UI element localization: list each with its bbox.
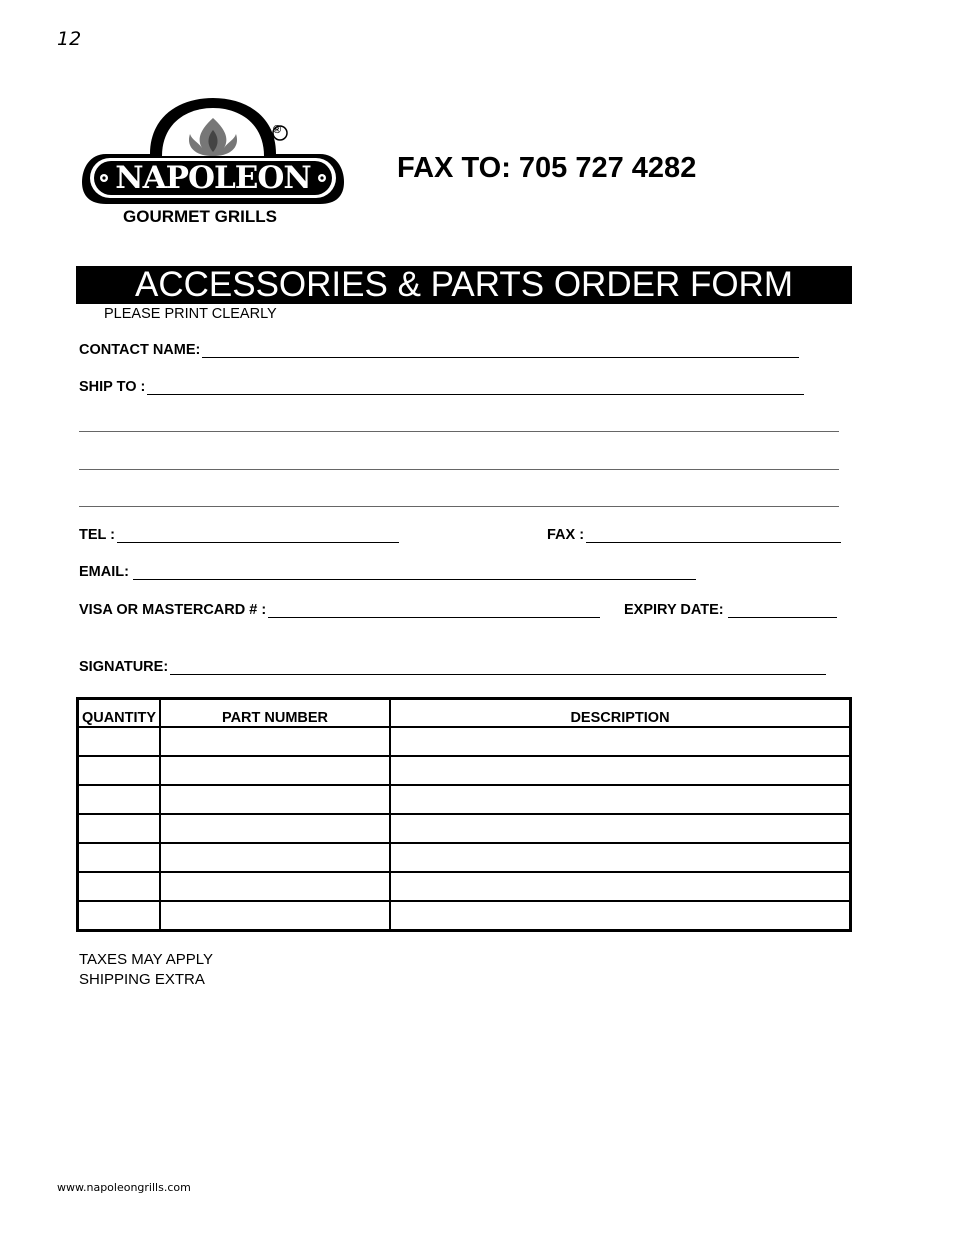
shipping-note: SHIPPING EXTRA [79, 971, 205, 988]
parts-table [76, 697, 852, 932]
description-cell[interactable] [390, 872, 851, 901]
contact-name-input-line[interactable] [202, 343, 799, 358]
table-row [78, 814, 851, 843]
part-number-cell[interactable] [160, 756, 390, 785]
part-number-header: PART NUMBER [160, 699, 390, 728]
description-cell[interactable] [390, 756, 851, 785]
website-footer[interactable]: www.napoleongrills.com [57, 1181, 191, 1194]
quantity-cell[interactable] [78, 872, 161, 901]
signature-label: SIGNATURE: [79, 659, 169, 675]
quantity-cell[interactable] [78, 901, 161, 931]
table-header-row [78, 699, 851, 728]
table-row [78, 901, 851, 931]
page-number: 12 [57, 28, 82, 50]
part-number-cell[interactable] [160, 727, 390, 756]
expiry-date-field[interactable] [624, 602, 837, 618]
part-number-cell[interactable] [160, 901, 390, 931]
description-cell[interactable] [390, 843, 851, 872]
quantity-cell[interactable] [78, 843, 161, 872]
description-cell[interactable] [390, 785, 851, 814]
tel-label: TEL : [79, 527, 115, 543]
ship-to-input-line[interactable] [147, 380, 804, 395]
address-line-2[interactable] [79, 469, 839, 470]
email-field[interactable] [79, 564, 696, 580]
napoleon-logo [80, 96, 346, 230]
table-row [78, 872, 851, 901]
quantity-cell[interactable] [78, 727, 161, 756]
quantity-cell[interactable] [78, 814, 161, 843]
tel-field[interactable] [79, 527, 399, 543]
fax-input-line[interactable] [586, 528, 841, 543]
print-note: PLEASE PRINT CLEARLY [104, 306, 277, 322]
table-row [78, 756, 851, 785]
address-line-1[interactable] [79, 431, 839, 432]
ship-to-label: SHIP TO : [79, 379, 146, 395]
contact-name-field[interactable] [79, 342, 799, 358]
address-line-3[interactable] [79, 506, 839, 507]
table-row [78, 785, 851, 814]
form-title-banner [76, 266, 852, 304]
part-number-cell[interactable] [160, 872, 390, 901]
signature-field[interactable] [79, 659, 826, 675]
quantity-cell[interactable] [78, 756, 161, 785]
part-number-cell[interactable] [160, 814, 390, 843]
logo-tagline: GOURMET GRILLS [123, 207, 277, 226]
part-number-cell[interactable] [160, 843, 390, 872]
quantity-cell[interactable] [78, 785, 161, 814]
fax-label: FAX : [547, 527, 585, 543]
expiry-date-input-line[interactable] [728, 603, 837, 618]
fax-heading: FAX TO: 705 727 4282 [397, 152, 697, 184]
quantity-header: QUANTITY [78, 699, 161, 728]
description-cell[interactable] [390, 901, 851, 931]
card-number-input-line[interactable] [268, 603, 600, 618]
table-row [78, 727, 851, 756]
order-notes [79, 950, 213, 990]
logo-brand: NAPOLEON [115, 160, 311, 196]
contact-name-label: CONTACT NAME: [79, 342, 201, 358]
tel-input-line[interactable] [117, 528, 399, 543]
part-number-cell[interactable] [160, 785, 390, 814]
parts-table-body [78, 727, 851, 931]
signature-input-line[interactable] [170, 660, 826, 675]
ship-to-field[interactable] [79, 379, 804, 395]
registered-mark: ® [273, 124, 282, 136]
description-header: DESCRIPTION [390, 699, 851, 728]
taxes-note: TAXES MAY APPLY [79, 951, 213, 968]
expiry-date-label: EXPIRY DATE: [624, 602, 724, 618]
card-number-label: VISA OR MASTERCARD # : [79, 602, 267, 618]
form-title: ACCESSORIES & PARTS ORDER FORM [135, 265, 793, 304]
fax-field[interactable] [547, 527, 841, 543]
table-row [78, 843, 851, 872]
email-label: EMAIL: [79, 564, 129, 580]
description-cell[interactable] [390, 814, 851, 843]
description-cell[interactable] [390, 727, 851, 756]
email-input-line[interactable] [133, 565, 696, 580]
card-number-field[interactable] [79, 602, 600, 618]
